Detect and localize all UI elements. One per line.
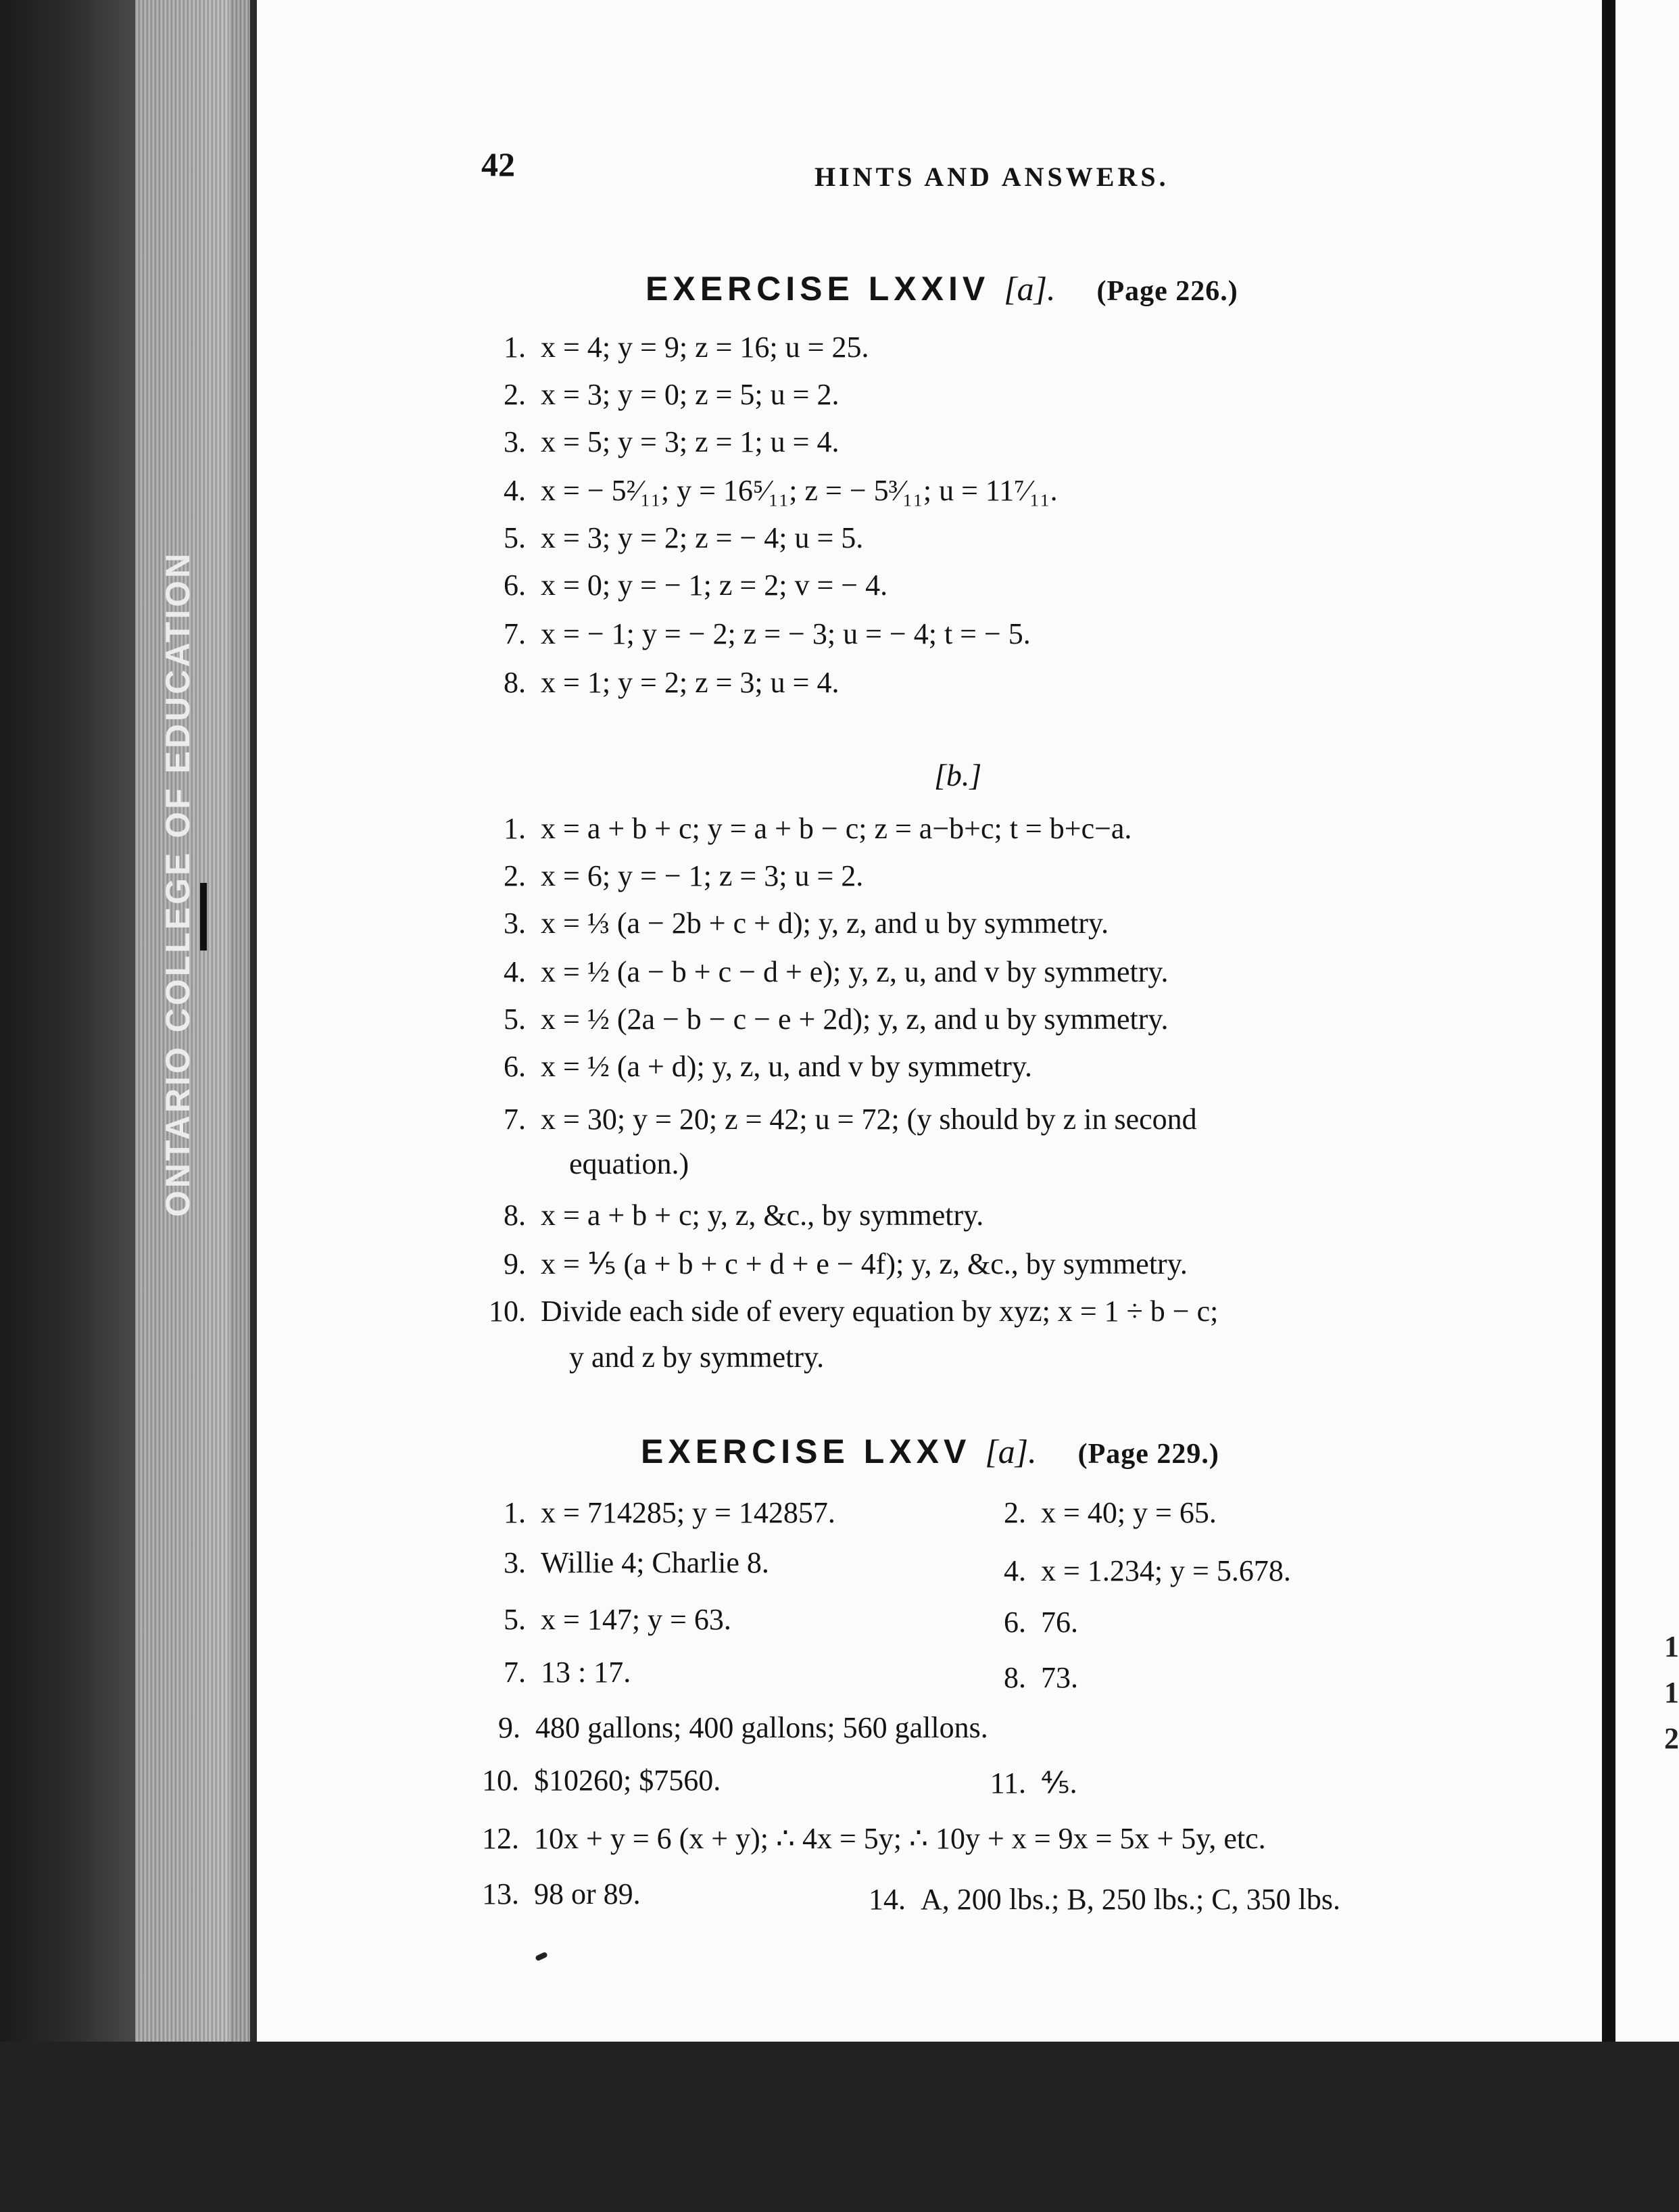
answer-number: 10. (489, 1295, 526, 1328)
answer-line (504, 330, 869, 364)
answer-text: x = 1.234; y = 5.678. (1041, 1554, 1291, 1587)
answer-cell (1004, 1605, 1078, 1639)
facing-page-fragment: 1 (1664, 1630, 1679, 1663)
answer-line (504, 955, 1169, 989)
answer-text: x = ⅕ (a + b + c + d + e − 4f); y, z, &c., by symmetry. (541, 1247, 1188, 1280)
answer-text: x = 1; y = 2; z = 3; u = 4. (541, 666, 840, 699)
answer-number: 4. (504, 474, 526, 507)
margin-mark (200, 883, 207, 951)
answer-text: 10x + y = 6 (x + y); ∴ 4x = 5y; ∴ 10y + x = 9x = 5x + 5y, etc. (534, 1822, 1266, 1855)
page-reference: (Page 226.) (1096, 276, 1238, 307)
exercise-heading (646, 269, 1238, 308)
answer-number: 10. (482, 1764, 519, 1797)
answer-number: 2. (504, 378, 526, 411)
answer-line (504, 568, 888, 602)
running-head: HINTS AND ANSWERS. (814, 162, 1169, 192)
library-stamp: ONTARIO COLLEGE OF EDUCATION (159, 550, 197, 1217)
answer-number: 2. (504, 859, 526, 892)
answer-text: x = ½ (2a − b − c − e + 2d); y, z, and u by symmetry. (541, 1003, 1169, 1036)
answer-number: 6. (504, 1050, 526, 1083)
answer-text: 13 : 17. (541, 1656, 631, 1689)
answer-cell (504, 1495, 835, 1530)
answer-number: 5. (504, 521, 526, 554)
answer-number: 2. (1004, 1496, 1026, 1529)
answer-number: 6. (1004, 1606, 1026, 1639)
answer-cell (482, 1821, 1266, 1856)
answer-number: 1. (504, 1496, 526, 1529)
answer-cell (498, 1710, 988, 1745)
answer-line (504, 425, 840, 459)
answer-text: x = − 1; y = − 2; z = − 3; u = − 4; t = − 5. (541, 617, 1031, 650)
answer-line (504, 473, 1058, 508)
page-number: 42 (481, 145, 515, 183)
answer-text: x = 4; y = 9; z = 16; u = 25. (541, 331, 869, 364)
answer-line (504, 1198, 984, 1232)
answer-number: 13. (482, 1877, 519, 1910)
answer-cell (504, 1545, 769, 1580)
answer-line (504, 1102, 1197, 1136)
exercise-subpart: [a]. (985, 1433, 1037, 1470)
answer-number: 3. (504, 1546, 526, 1579)
answer-text: x = ⅓ (a − 2b + c + d); y, z, and u by symmetry. (541, 907, 1109, 940)
page-reference: (Page 229.) (1077, 1439, 1219, 1470)
answer-text: A, 200 lbs.; B, 250 lbs.; C, 350 lbs. (921, 1883, 1340, 1916)
answer-line (504, 1049, 1033, 1084)
answer-text: ⅘. (1041, 1766, 1077, 1800)
facing-page-fragment: 1 (1664, 1676, 1679, 1709)
answer-cell (482, 1877, 641, 1911)
answer-text: Willie 4; Charlie 8. (541, 1546, 769, 1579)
answer-cell (504, 1602, 731, 1637)
answer-text: x = 40; y = 65. (1041, 1496, 1217, 1529)
answer-number: 8. (1004, 1661, 1026, 1694)
answer-number: 1. (504, 331, 526, 364)
answer-number: 9. (504, 1247, 526, 1280)
answer-text: x = − 5²⁄₁₁; y = 16⁵⁄₁₁; z = − 5³⁄₁₁; u = 11⁷⁄₁₁. (541, 474, 1058, 507)
answer-text: Divide each side of every equation by xyz; x = 1 ÷ b − c; (541, 1295, 1219, 1328)
answer-text: x = 3; y = 0; z = 5; u = 2. (541, 378, 840, 411)
answer-cell (869, 1882, 1340, 1917)
answer-line (504, 617, 1031, 651)
answer-line (504, 859, 864, 893)
answer-number: 4. (1004, 1554, 1026, 1587)
exercise-title: EXERCISE LXXV (641, 1433, 971, 1470)
answer-number: 1. (504, 812, 526, 845)
answer-number: 12. (482, 1822, 519, 1855)
answer-number: 5. (504, 1603, 526, 1636)
exercise-title: EXERCISE LXXIV (646, 270, 990, 308)
scan-border (0, 2042, 1679, 2212)
answer-line (504, 665, 840, 700)
answer-text: 76. (1041, 1606, 1078, 1639)
answer-line (504, 1002, 1169, 1036)
answer-line (504, 1247, 1188, 1281)
answer-line (504, 521, 864, 555)
answer-text: x = ½ (a − b + c − d + e); y, z, u, and v by symmetry. (541, 955, 1169, 988)
answer-text: x = 0; y = − 1; z = 2; v = − 4. (541, 569, 888, 602)
answer-number: 7. (504, 617, 526, 650)
answer-text: 98 or 89. (534, 1877, 641, 1910)
answer-line (504, 377, 840, 412)
answer-text: x = 5; y = 3; z = 1; u = 4. (541, 425, 840, 458)
answer-text: 480 gallons; 400 gallons; 560 gallons. (535, 1711, 988, 1744)
facing-page (1602, 0, 1679, 2212)
answer-cell (482, 1763, 721, 1798)
answer-number: 11. (990, 1766, 1026, 1800)
answer-text: x = a + b + c; y = a + b − c; z = a−b+c; t = b+c−a. (541, 812, 1132, 845)
answer-text: 73. (1041, 1661, 1078, 1694)
exercise-heading (641, 1432, 1219, 1471)
answer-number: 7. (504, 1656, 526, 1689)
answer-cell (504, 1655, 631, 1689)
answer-text: x = ½ (a + d); y, z, u, and v by symmetry. (541, 1050, 1033, 1083)
answer-cell (1004, 1554, 1291, 1588)
answer-number: 5. (504, 1003, 526, 1036)
answer-number: 4. (504, 955, 526, 988)
answer-number: 3. (504, 425, 526, 458)
answer-text: x = 6; y = − 1; z = 3; u = 2. (541, 859, 864, 892)
answer-continuation: equation.) (569, 1147, 689, 1180)
answer-text: $10260; $7560. (534, 1764, 721, 1797)
answer-text: x = 3; y = 2; z = − 4; u = 5. (541, 521, 864, 554)
answer-cell (990, 1766, 1077, 1800)
answer-cell (1004, 1495, 1217, 1530)
answer-cell (1004, 1660, 1078, 1695)
answer-text: x = 30; y = 20; z = 42; u = 72; (y should by z in second (541, 1103, 1197, 1136)
answer-number: 14. (869, 1883, 906, 1916)
answer-number: 7. (504, 1103, 526, 1136)
answer-number: 6. (504, 569, 526, 602)
facing-page-fragment: 2 (1664, 1722, 1679, 1755)
answer-text: x = a + b + c; y, z, &c., by symmetry. (541, 1199, 984, 1232)
answer-line (489, 1294, 1219, 1328)
answer-number: 9. (498, 1711, 520, 1744)
answer-text: x = 147; y = 63. (541, 1603, 731, 1636)
answer-continuation: y and z by symmetry. (569, 1341, 825, 1374)
answer-number: 8. (504, 666, 526, 699)
answer-number: 8. (504, 1199, 526, 1232)
subpart-label: [b.] (934, 758, 982, 792)
answer-text: x = 714285; y = 142857. (541, 1496, 835, 1529)
answer-line (504, 906, 1109, 940)
answer-number: 3. (504, 907, 526, 940)
exercise-subpart: [a]. (1004, 270, 1056, 308)
answer-line (504, 811, 1132, 846)
